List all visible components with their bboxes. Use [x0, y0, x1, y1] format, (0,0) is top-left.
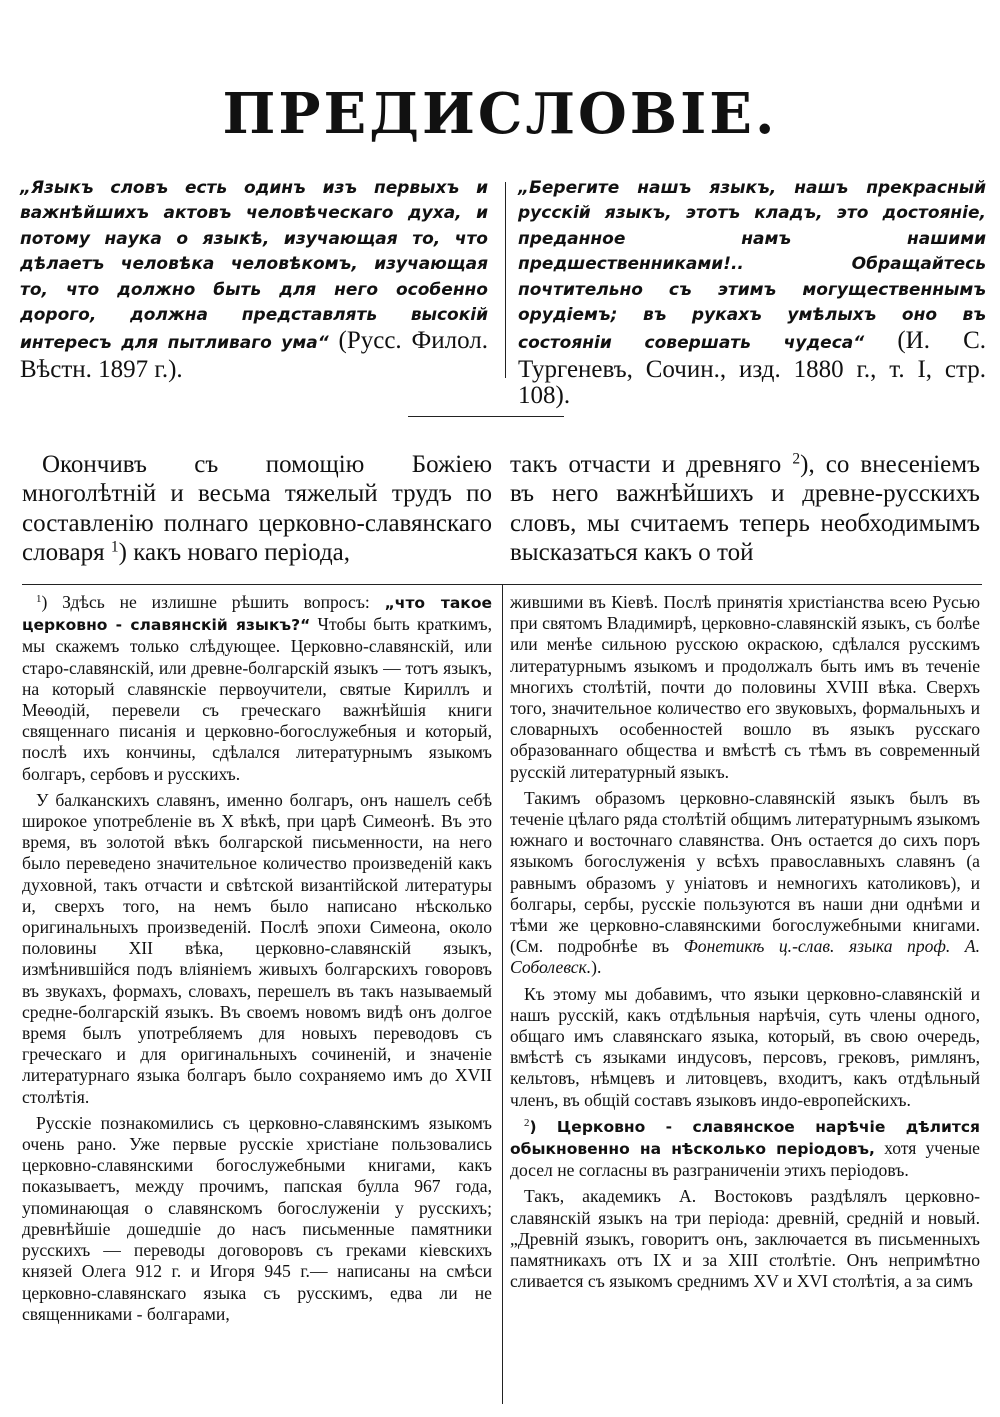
footnote-ref-1: 1	[110, 538, 119, 556]
footnote-1-paragraph-2: У балканскихъ славянъ, именно болгаръ, онъ нашелъ себѣ широкое употребленiе въ X вѣкѣ, при царѣ Симеонѣ. Въ это время, въ золотой вѣкъ болгарской письменности, на него было переведено значительное количество произведенiй какъ духовной, такъ отчасти и свѣтской византiйской литературы и, сверхъ того, на немъ было написано нѣсколько оригинальныхъ произведенiй. Послѣ эпохи Симеона, около половины XII вѣка, церковно-славянскiй языкъ, измѣнившiйся подъ влiянiемъ живыхъ болгарскихъ говоровъ въ звукахъ, формахъ, словахъ, перешелъ въ такъ называемый средне-болгарскiй языкъ. Въ своемъ новомъ видѣ онъ долгое время былъ употребляемъ для новыхъ переводовъ съ греческаго и для оригинальныхъ сочиненiй, и значенiе литературнаго языка болгаръ было сохраняемо имъ до XVII столѣтiя.	[22, 789, 492, 1107]
footnote-1-citation: Фонетикѣ ц.-слав. языка проф. А. Соболевск.	[510, 936, 980, 978]
epigraph-right-source: (И. С. Тургеневъ, Сочин., изд. 1880 г., т. I, стр. 108).	[518, 327, 986, 409]
footnote-1-paragraph-6: Къ этому мы добавимъ, что языки церковно-славянскiй и нашъ русскiй, какъ отдѣльныя нарѣчiя, суть члены одного, общаго имъ славянскаго языка, который, въ свою очередь, вмѣстѣ съ языками индусовъ, персовъ, грековъ, римлянъ, кельтовъ, нѣмцевъ и литовцевъ, входитъ, какъ отдѣльный членъ, въ общiй составъ языковъ индо-европейскихъ.	[510, 983, 980, 1110]
footnote-1-paragraph-4: жившими въ Кiевѣ. Послѣ принятiя христiанства всею Русью при святомъ Владимирѣ, церковно-славянскiй языкъ, съ болѣе или менѣе сильною русскою окраскою, сдѣлался русскимъ литературнымъ языкомъ и продолжалъ быть имъ въ теченiе многихъ столѣтiй, почти до половины XVIII вѣка. Сверхъ того, значительное количество его звуковыхъ, формальныхъ и словарныхъ особенностей вошло въ языкъ русскаго образованнаго общества и вмѣстѣ съ тѣмъ въ современный русскiй литературный языкъ.	[510, 592, 980, 782]
footnote-1-rest: Чтобы быть краткимъ, мы скажемъ только слѣдующее. Церковно-славянскiй, или старо-славянскiй, или древне-болгарскiй языкъ — тотъ языкъ, на который славянскiе первоучители, святые Кириллъ и Меѳодiй, перевели съ греческаго важнѣйшiя книги священнаго писанiя и церковно-богослужебныя и который, послѣ ихъ кончины, сдѣлался литературнымъ языкомъ болгаръ, сербовъ и русскихъ.	[22, 614, 492, 784]
footnotes-left	[22, 592, 492, 1330]
page-title: ПРЕДИСЛОВIЕ.	[222, 81, 778, 147]
column-divider	[502, 584, 503, 1404]
main-text-right-start: такъ отчасти и древняго	[510, 451, 782, 478]
main-text-left-end: ) какъ новаго перiода,	[118, 539, 351, 567]
main-text-right-rest: ), со внесенiемъ въ него важнѣйшихъ и древне-русскихъ словъ, мы считаемъ теперь необходимымъ высказаться какъ о той	[510, 451, 981, 567]
footnote-1-paragraph-3: Русскiе познакомились съ церковно-славянскимъ языкомъ очень рано. Уже первые русскiе христiане пользовались церковно-славянскими богослужебными книгами, какъ показываетъ, между прочимъ, папская булла 967 года, упоминающая о славянскомъ богослуженiи у русскихъ; древнѣйшiе дошедшiе до насъ письменные памятники русскихъ — переводы договоровъ съ греками кiевскихъ князей Олега 912 г. и Игоря 945 г.— написаны на смѣси церковно-славянскаго языка съ русскимъ, едва ли не священниками - болгарами,	[22, 1112, 492, 1324]
epigraph-left-source: (Русс. Филол. Вѣстн. 1897 г.).	[20, 327, 488, 383]
main-text-right	[510, 450, 980, 568]
footnote-2-mark: 2	[524, 1116, 530, 1129]
footnote-ref-2: 2	[792, 450, 801, 468]
footnotes-right	[510, 592, 980, 1298]
section-rule	[408, 416, 564, 417]
footnote-1-p5-main: Такимъ образомъ церковно-славянскiй языкъ былъ въ теченiе цѣлаго ряда столѣтiй общимъ литературнымъ языкомъ южнаго и восточнаго славянства. Онъ остается до сихъ поръ языкомъ богослуженiя у всѣхъ православныхъ славянъ (а равнымъ образомъ у унiатовъ и немногихъ католиковъ), и болгары, сербы, русскiе пользуются въ наши дни однѣми и тѣми же церковно-славянскими богослужебными книгами. (См. подробнѣе въ	[510, 787, 980, 957]
epigraph-right-quote: „Берегите нашъ языкъ, нашъ прекрасный русскiй языкъ, этотъ кладъ, это достоянiе, преданное намъ нашими предшественниками!.. Обращайтесь почтительно съ этимъ могущественнымъ орудiемъ; въ рукахъ умѣлыхъ оно въ состоянiи совершать чудеса“	[518, 178, 986, 354]
footnote-1-p5-end: ).	[591, 957, 602, 978]
footnote-2-bold-lead: ) Церковно - славянское нарѣчiе дѣлится обыкновенно на нѣсколько перiодовъ,	[510, 1117, 980, 1159]
footnote-1-question: „что такое церковно - славянскiй языкъ?“	[22, 594, 492, 635]
main-text-left-body: Окончивъ съ помощiю Божiею многолѣтнiй и весьма тяжелый трудъ по составленiю полнаго церковно-славянскаго словаря	[22, 451, 492, 567]
footnote-1-mark: 1	[36, 593, 42, 605]
footnote-2-rest: хотя ученые досел не согласны въ разграниченiи этихъ перiодовъ.	[510, 1138, 980, 1181]
epigraph-divider	[505, 182, 506, 378]
footnote-2-paragraph-2: Такъ, академикъ А. Востоковъ раздѣлялъ церковно-славянскiй языкъ на три перiода: древнiй, среднiй и новый. „Древнiй языкъ, говоритъ онъ, заключается въ письменныхъ памятникахъ отъ IX и за XIII столѣтiе. Онъ непримѣтно сливается съ языкомъ среднимъ XV и XVI столѣтiя, а за симъ	[510, 1186, 980, 1292]
epigraph-right	[518, 176, 986, 409]
footnote-1-paragraph-5	[510, 788, 980, 979]
main-text-left	[22, 450, 492, 568]
epigraph-left	[20, 176, 488, 383]
footnote-2-paragraph	[510, 1116, 980, 1182]
footnote-1-lead: ) Здѣсь не излишне рѣшить вопросъ:	[41, 592, 385, 612]
epigraph-left-quote: „Языкъ словъ есть одинъ изъ первыхъ и важнѣйшихъ актовъ человѣческаго духа, и потому наука о языкѣ, изучающая то, что дѣлаетъ человѣка человѣкомъ, изучающая то, что должно быть для него особенно дорого, должна представлять высокiй интересъ для пытливаго ума“	[20, 178, 488, 354]
footnote-1-paragraph	[22, 592, 492, 785]
